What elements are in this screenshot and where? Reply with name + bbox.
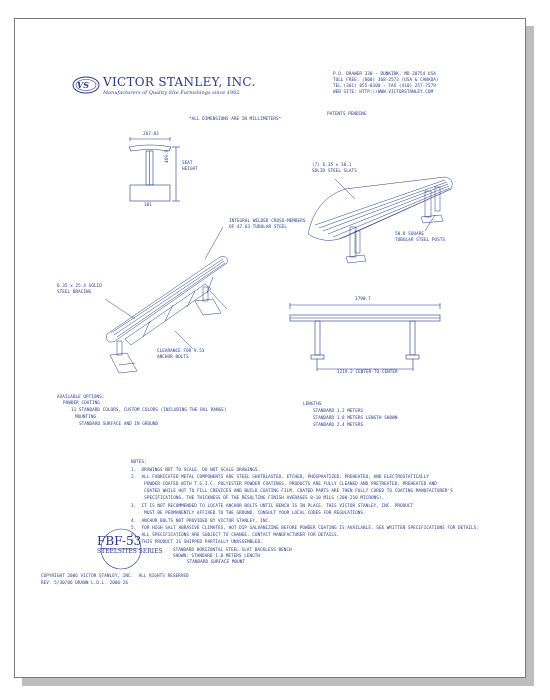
lengths-item-1: STANDARD 1.2 METERS <box>313 409 364 414</box>
lengths-title: LENGTHS <box>303 402 322 407</box>
callout-bracing-2: STEEL BRACING <box>57 290 92 295</box>
options-powder-title: POWDER COATING <box>63 401 100 406</box>
callout-posts-2: TUBULAR STEEL POSTS <box>395 238 446 243</box>
copyright: COPYRIGHT 2006 VICTOR STANLEY, INC. ALL RIGHTS RESERVED <box>41 574 189 579</box>
notes-line-4: COATED WHILE HOT TO FILL CREVICES AND BUILD COATING FILM. COATED PARTS ARE THEN FULLY CURED TO COATING MANUFACTURER'S <box>131 489 453 494</box>
company-address-4: WEB SITE: HTTP://WWW.VICTORSTANLEY.COM <box>333 90 434 95</box>
notes-line-3: POWDER-COATED WITH T.G.I.C. POLYESTER POWDER COATINGS. PRODUCTS ARE FULLY CLEANED AND PRETREATED, PREHEATED AND <box>131 482 437 487</box>
company-logo-text: VS <box>77 80 89 90</box>
notes-line-11: 7. THIS PRODUCT IS SHIPPED PARTIALLY UNASSEMBLED. <box>131 540 263 545</box>
notes-line-1: 1. DRAWINGS NOT TO SCALE. DO NOT SCALE DRAWINGS. <box>131 468 261 473</box>
section-seat-label-1: SEAT <box>182 161 193 166</box>
callout-slats-2: SOLID STEEL SLATS <box>312 169 357 174</box>
series-name: STEELSITES SERIES <box>97 548 163 555</box>
company-address-2: TOLL FREE: (800) 368-2573 (USA & CANADA) <box>333 78 439 83</box>
options-mounting-text: STANDARD SURFACE AND IN GROUND <box>79 422 159 427</box>
dimensions-note: *ALL DIMENSIONS ARE IN MILLIMETERS* <box>189 117 282 122</box>
callout-bracing-1: 6.35 x 25.4 SOLID <box>57 284 102 289</box>
section-base-width: 381 <box>144 203 152 208</box>
description-line-3: STANDARD SURFACE MOUNT <box>187 560 246 565</box>
notes-title: NOTES: <box>131 460 147 465</box>
notes-line-9: 5. FOR HIGH SALT ABRASIVE CLIMATES, HOT DIP GALVANIZING BEFORE POWDER COATING IS AVAILABLE. SEE WRITTEN SPECIFICATIONS FOR DETAILS. <box>131 526 480 531</box>
model-number: FBF-53 <box>97 534 142 548</box>
notes-line-5: SPECIFICATIONS. THE THICKNESS OF THE RESULTING FINISH AVERAGES 8-10 MILS (200-250 MICRONS). <box>131 496 385 501</box>
options-mounting-title: MOUNTING <box>75 415 97 420</box>
callout-slats-1: (7) 6.35 x 38.1 <box>312 163 352 168</box>
notes-line-6: 3. IT IS NOT RECOMMENDED TO LOCATE ANCHOR BOLTS UNTIL BENCH IS IN PLACE. THIS VICTOR STANLEY, INC. PRODUCT <box>131 504 414 509</box>
section-seat-height-value: 469.9 <box>165 149 170 163</box>
description-line-2: SHOWN: STANDARD 1.8 METERS LENGTH <box>173 554 261 559</box>
callout-posts-1: 50.8 SQUARE <box>395 232 425 237</box>
patents-note: PATENTS PENDING <box>327 112 367 117</box>
notes-line-2: 2. ALL FABRICATED METAL COMPONENTS ARE STEEL SHOTBLASTED, ETCHED, PHOSPHATIZED, PREHEATED, AND ELECTROSTATICALLY <box>131 475 429 480</box>
callout-cross-1: INTEGRAL WELDED CROSS-MEMBERS <box>229 219 306 224</box>
options-title: AVAILABLE OPTIONS: <box>57 395 105 400</box>
notes-line-8: 4. ANCHOR BOLTS NOT PROVIDED BY VICTOR STANLEY, INC. <box>131 519 271 524</box>
lengths-item-2: STANDARD 1.8 METERS LENGTH SHOWN <box>313 416 398 421</box>
callout-clearance-1: CLEARANCE FOR 9.53 <box>157 349 205 354</box>
company-address-1: P.O. DRAWER 330 - DUNKIRK, MD 20754 USA <box>333 72 436 77</box>
options-powder-text: 11 STANDARD COLORS, CUSTOM COLORS (INCLUDING THE RAL RANGE) <box>71 408 227 413</box>
lengths-item-3: STANDARD 2.4 METERS <box>313 423 364 428</box>
elevation-overall-dim: 1790.7 <box>355 297 371 302</box>
revision: REV. 5/30/06 DRAWN L.D.L. 2006-26 <box>41 581 129 586</box>
section-seat-label-2: HEIGHT <box>182 167 198 172</box>
front-elevation <box>290 303 440 371</box>
section-top-width: 267.83 <box>143 132 159 137</box>
bench-perspective-upper <box>308 177 452 263</box>
callout-clearance-2: ANCHOR BOLTS <box>157 355 189 360</box>
elevation-center-dim: 1219.2 CENTER-TO-CENTER <box>337 370 398 375</box>
company-name: VICTOR STANLEY, INC. <box>103 75 256 89</box>
company-tagline: Manufacturers of Quality Site Furnishings since 1962 <box>103 90 240 96</box>
drawing-sheet <box>14 18 526 678</box>
description-line-1: STANDARD HORIZONTAL STEEL SLAT BACKLESS BENCH <box>173 548 292 553</box>
callout-cross-2: OF 47.63 TUBULAR STEEL <box>229 225 288 230</box>
notes-line-10: 6. ALL SPECIFICATIONS ARE SUBJECT TO CHANGE. CONTACT MANUFACTURER FOR DETAILS. <box>131 533 340 538</box>
section-view <box>129 137 180 201</box>
company-address-3: TEL (301) 855-8300 - FAX (410) 257-7579 <box>333 84 436 89</box>
notes-line-7: MUST BE PERMANENTLY AFFIXED TO THE GROUND. CONSULT YOUR LOCAL CODES FOR REGULATIONS. <box>131 511 366 516</box>
